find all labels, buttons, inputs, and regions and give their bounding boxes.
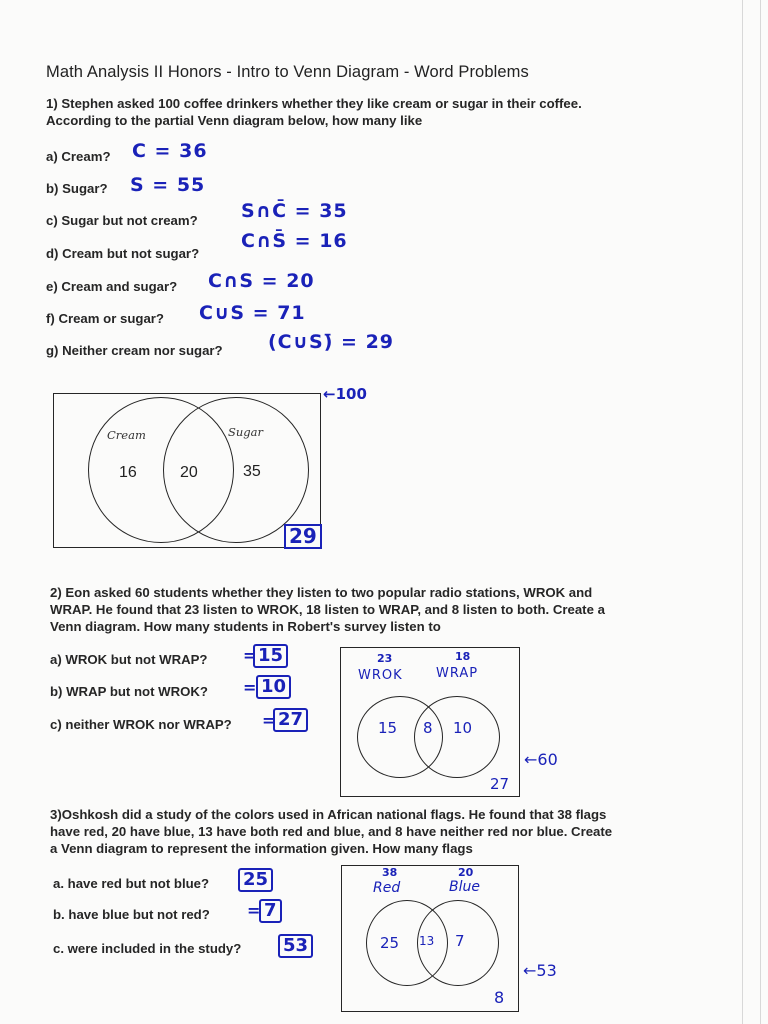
- venn2-outside-count: 27: [490, 775, 510, 793]
- problem1-answer-f: C∪S = 71: [199, 302, 306, 324]
- problem1-answer-c: S∩C̄ = 35: [241, 200, 348, 222]
- venn2-wrap-total: 18: [455, 650, 471, 663]
- problem2-question-a: a) WROK but not WRAP?: [50, 652, 208, 667]
- problem2-question-b: b) WRAP but not WROK?: [50, 684, 208, 699]
- problem3-question-a: a. have red but not blue?: [53, 876, 210, 891]
- problem2-text-line3: Venn diagram. How many students in Robert's survey listen to: [50, 619, 441, 634]
- problem3-question-b: b. have blue but not red?: [53, 907, 210, 922]
- problem2-answer-b: 10: [256, 675, 291, 699]
- problem3-text-line1: 3)Oshkosh did a study of the colors used in African national flags. He found that 38 flags: [50, 807, 607, 822]
- problem2-answer-c: 27: [273, 708, 308, 732]
- venn1-intersection: 20: [180, 464, 198, 481]
- problem1-question-c: c) Sugar but not cream?: [46, 213, 198, 228]
- venn3-blue-total: 20: [458, 866, 474, 879]
- venn2-label-wrap: WRAP: [436, 666, 479, 681]
- problem3-question-c: c. were included in the study?: [53, 941, 242, 956]
- problem1-question-g: g) Neither cream nor sugar?: [46, 343, 223, 358]
- venn2-wrok-total: 23: [377, 652, 393, 665]
- problem1-question-b: b) Sugar?: [46, 181, 108, 196]
- equals-mark: =: [247, 901, 261, 920]
- problem3-answer-b: 7: [259, 899, 282, 923]
- venn3-red-only: 25: [380, 934, 400, 952]
- problem1-text-line1: 1) Stephen asked 100 coffee drinkers whether they like cream or sugar in their coffee.: [46, 96, 582, 111]
- venn1-total-annotation: ←100: [323, 385, 367, 403]
- venn3-red-total: 38: [382, 866, 398, 879]
- venn1-label-sugar: Sugar: [228, 425, 263, 439]
- problem1-question-f: f) Cream or sugar?: [46, 311, 164, 326]
- problem3-text-line2: have red, 20 have blue, 13 have both red and blue, and 8 have neither red nor blue. Create: [50, 824, 613, 839]
- venn3-label-red: Red: [373, 880, 401, 896]
- venn3-total-annotation: ←53: [523, 961, 557, 980]
- venn1-sugar-only: 35: [243, 463, 261, 480]
- venn3-blue-only: 7: [455, 932, 465, 950]
- problem3-answer-c: 53: [278, 934, 313, 958]
- venn1-outside-count: 29: [284, 524, 322, 549]
- venn2-label-wrok: WROK: [358, 668, 403, 683]
- problem2-text-line1: 2) Eon asked 60 students whether they listen to two popular radio stations, WROK and: [50, 585, 593, 600]
- venn3-intersection: 13: [419, 934, 435, 948]
- venn3-label-blue: Blue: [449, 879, 480, 895]
- equals-mark: =: [243, 646, 257, 665]
- problem2-text-line2: WRAP. He found that 23 listen to WROK, 18 listen to WRAP, and 8 listen to both. Create a: [50, 602, 605, 617]
- problem1-text-line2: According to the partial Venn diagram below, how many like: [46, 113, 423, 128]
- venn2-wrap-only: 10: [453, 719, 473, 737]
- problem2-answer-a: 15: [253, 644, 288, 668]
- equals-mark: =: [243, 678, 257, 697]
- problem3-answer-a: 25: [238, 868, 273, 892]
- venn2-circle-wrap: [414, 696, 500, 778]
- page-title: Math Analysis II Honors - Intro to Venn Diagram - Word Problems: [46, 63, 529, 81]
- scan-edge-line: [760, 0, 761, 1024]
- scan-edge-line: [742, 0, 743, 1024]
- problem1-question-d: d) Cream but not sugar?: [46, 246, 200, 261]
- problem1-answer-g: (C∪S)̄ = 29: [268, 331, 395, 353]
- problem1-answer-b: S = 55: [130, 174, 206, 196]
- problem1-answer-a: C = 36: [132, 140, 208, 162]
- problem1-question-e: e) Cream and sugar?: [46, 279, 178, 294]
- problem1-question-a: a) Cream?: [46, 149, 111, 164]
- venn3-outside-count: 8: [494, 988, 505, 1007]
- venn1-label-cream: Cream: [107, 428, 146, 442]
- problem1-answer-e: C∩S = 20: [208, 270, 315, 292]
- venn2-intersection: 8: [423, 719, 433, 737]
- problem2-question-c: c) neither WROK nor WRAP?: [50, 717, 232, 732]
- equals-mark: =: [262, 711, 276, 730]
- problem1-answer-d: C∩S̄ = 16: [241, 230, 348, 252]
- venn2-total-annotation: ←60: [524, 750, 558, 769]
- venn1-cream-only: 16: [119, 464, 137, 481]
- problem3-text-line3: a Venn diagram to represent the information given. How many flags: [50, 841, 473, 856]
- venn2-wrok-only: 15: [378, 719, 398, 737]
